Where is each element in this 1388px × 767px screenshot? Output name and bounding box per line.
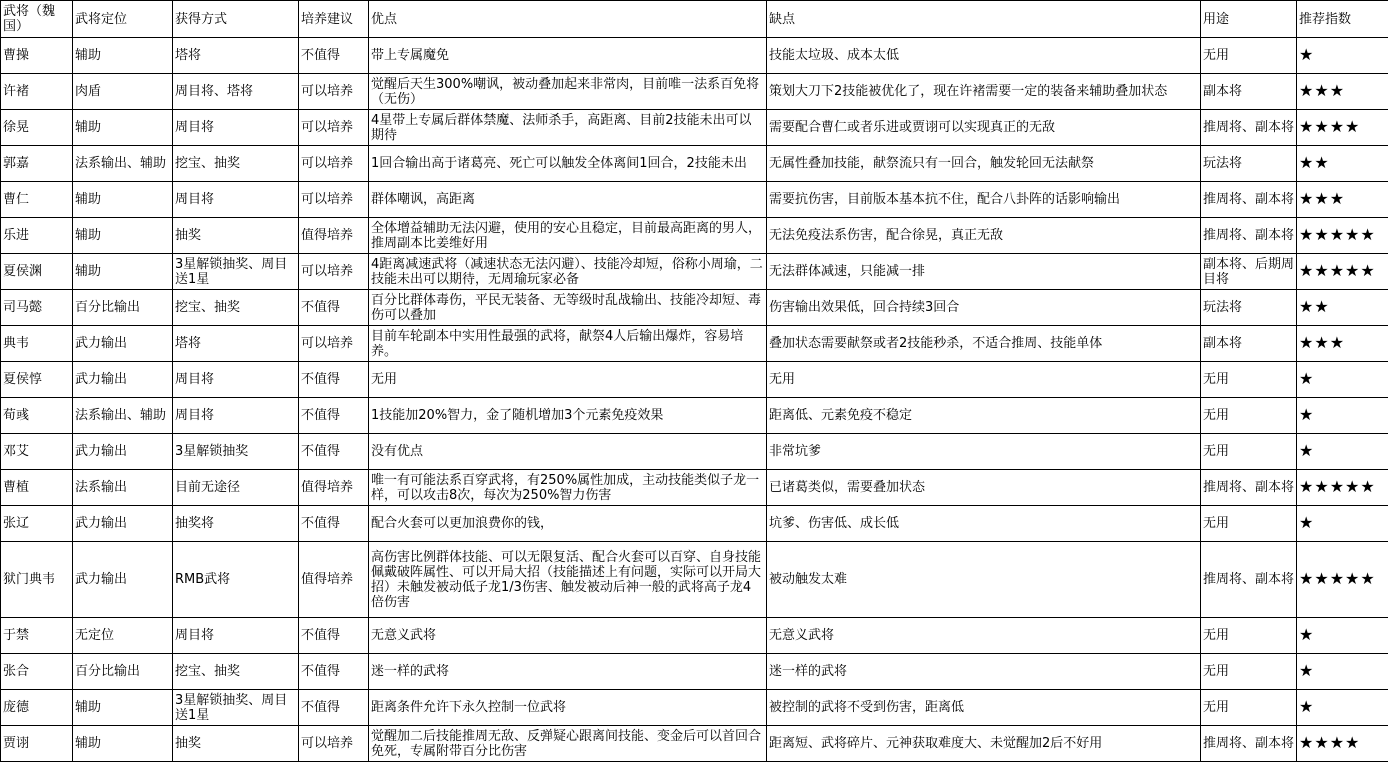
cell-usage: 玩法将 <box>1201 146 1297 182</box>
cell-hero-name: 张辽 <box>1 506 73 542</box>
star-icon: ★ <box>1299 405 1315 424</box>
star-icon: ★ <box>1314 81 1330 100</box>
cell-hero-name: 张合 <box>1 654 73 690</box>
cell-cons: 无法群体减速，只能减一排 <box>767 254 1201 290</box>
cell-advice: 不值得 <box>299 506 369 542</box>
cell-rating <box>1297 726 1388 762</box>
cell-pros: 无意义武将 <box>369 618 767 654</box>
cell-cons: 策划大刀下2技能被优化了，现在许褚需要一定的装备来辅助叠加状态 <box>767 74 1201 110</box>
cell-hero-name: 贾诩 <box>1 726 73 762</box>
header-role: 武将定位 <box>73 1 173 38</box>
cell-advice: 不值得 <box>299 618 369 654</box>
cell-role: 法系输出、辅助 <box>73 146 173 182</box>
cell-usage: 副本将 <box>1201 326 1297 362</box>
star-icon: ★ <box>1329 225 1346 244</box>
table-row <box>1 542 1388 618</box>
star-icon: ★ <box>1299 225 1315 244</box>
star-icon: ★ <box>1329 333 1346 352</box>
cell-rating <box>1297 146 1388 182</box>
cell-advice: 值得培养 <box>299 470 369 506</box>
table-row <box>1 654 1388 690</box>
cell-advice: 可以培养 <box>299 146 369 182</box>
cell-role: 武力输出 <box>73 362 173 398</box>
cell-role: 武力输出 <box>73 326 173 362</box>
header-rating: 推荐指数 <box>1297 1 1388 38</box>
cell-pros: 配合火套可以更加浪费你的钱， <box>369 506 767 542</box>
star-icon: ★ <box>1299 333 1315 352</box>
cell-rating <box>1297 470 1388 506</box>
cell-usage: 推周将、副本将 <box>1201 218 1297 254</box>
cell-cons: 需要抗伤害，目前版本基本抗不住，配合八卦阵的话影响输出 <box>767 182 1201 218</box>
star-icon: ★ <box>1314 261 1330 280</box>
cell-usage: 无用 <box>1201 618 1297 654</box>
cell-hero-name: 邓艾 <box>1 434 73 470</box>
cell-rating <box>1297 182 1388 218</box>
table-row <box>1 74 1388 110</box>
cell-hero-name: 典韦 <box>1 326 73 362</box>
cell-usage: 无用 <box>1201 398 1297 434</box>
cell-source: 抽奖 <box>173 218 299 254</box>
cell-hero-name: 郭嘉 <box>1 146 73 182</box>
star-icon: ★ <box>1360 225 1376 244</box>
cell-source: 周目将 <box>173 398 299 434</box>
star-icon: ★ <box>1345 569 1361 588</box>
cell-usage: 无用 <box>1201 38 1297 74</box>
cell-role: 辅助 <box>73 690 173 726</box>
cell-source: 周目将 <box>173 182 299 218</box>
star-icon: ★ <box>1299 569 1315 588</box>
star-icon: ★ <box>1345 225 1361 244</box>
cell-hero-name: 庞德 <box>1 690 73 726</box>
star-icon: ★ <box>1360 477 1376 496</box>
cell-usage: 无用 <box>1201 362 1297 398</box>
cell-rating <box>1297 254 1388 290</box>
cell-usage: 副本将、后期周目将 <box>1201 254 1297 290</box>
star-icon: ★ <box>1299 697 1315 716</box>
cell-advice: 不值得 <box>299 654 369 690</box>
cell-source: 抽奖将 <box>173 506 299 542</box>
table-row <box>1 182 1388 218</box>
cell-hero-name: 于禁 <box>1 618 73 654</box>
star-icon: ★ <box>1360 261 1376 280</box>
cell-pros: 群体嘲讽，高距离 <box>369 182 767 218</box>
cell-rating <box>1297 542 1388 618</box>
cell-role: 百分比输出 <box>73 290 173 326</box>
cell-cons: 迷一样的武将 <box>767 654 1201 690</box>
cell-rating <box>1297 434 1388 470</box>
cell-cons: 距离短、武将碎片、元神获取难度大、未觉醒加2后不好用 <box>767 726 1201 762</box>
cell-rating <box>1297 110 1388 146</box>
table-row <box>1 618 1388 654</box>
cell-cons: 被动触发太难 <box>767 542 1201 618</box>
cell-pros: 4距离减速武将（减速状态无法闪避）、技能冷却短，俗称小周瑜，二技能未出可以期待，无周瑜玩家必备 <box>369 254 767 290</box>
cell-advice: 可以培养 <box>299 326 369 362</box>
cell-usage: 无用 <box>1201 654 1297 690</box>
star-icon: ★ <box>1299 733 1315 752</box>
star-icon: ★ <box>1314 297 1330 316</box>
star-icon: ★ <box>1345 477 1361 496</box>
cell-rating <box>1297 38 1388 74</box>
cell-role: 辅助 <box>73 218 173 254</box>
header-source: 获得方式 <box>173 1 299 38</box>
cell-source: 挖宝、抽奖 <box>173 146 299 182</box>
cell-advice: 值得培养 <box>299 218 369 254</box>
cell-source: 挖宝、抽奖 <box>173 654 299 690</box>
cell-cons: 非常坑爹 <box>767 434 1201 470</box>
table-row <box>1 362 1388 398</box>
cell-pros: 迷一样的武将 <box>369 654 767 690</box>
cell-advice: 可以培养 <box>299 726 369 762</box>
cell-role: 辅助 <box>73 182 173 218</box>
cell-cons: 无用 <box>767 362 1201 398</box>
cell-pros: 1技能加20%智力，金了随机增加3个元素免疫效果 <box>369 398 767 434</box>
cell-usage: 无用 <box>1201 434 1297 470</box>
star-icon: ★ <box>1329 189 1346 208</box>
cell-pros: 百分比群体毒伤，平民无装备、无等级时乱战输出、技能冷却短、毒伤可以叠加 <box>369 290 767 326</box>
cell-advice: 不值得 <box>299 290 369 326</box>
star-icon: ★ <box>1299 625 1315 644</box>
cell-cons: 无意义武将 <box>767 618 1201 654</box>
cell-hero-name: 夏侯惇 <box>1 362 73 398</box>
table-row <box>1 470 1388 506</box>
cell-rating <box>1297 690 1388 726</box>
cell-pros: 带上专属魔免 <box>369 38 767 74</box>
cell-pros: 4星带上专属后群体禁魔、法师杀手，高距离、目前2技能未出可以期待 <box>369 110 767 146</box>
star-icon: ★ <box>1299 45 1315 64</box>
star-icon: ★ <box>1299 261 1315 280</box>
header-usage: 用途 <box>1201 1 1297 38</box>
star-icon: ★ <box>1299 477 1315 496</box>
cell-role: 法系输出、辅助 <box>73 398 173 434</box>
cell-source: 3星解锁抽奖、周目送1星 <box>173 254 299 290</box>
cell-source: 塔将 <box>173 38 299 74</box>
cell-rating <box>1297 654 1388 690</box>
cell-pros: 觉醒后天生300%嘲讽，被动叠加起来非常肉，目前唯一法系百免将（无伤） <box>369 74 767 110</box>
cell-rating <box>1297 362 1388 398</box>
cell-hero-name: 司马懿 <box>1 290 73 326</box>
cell-usage: 玩法将 <box>1201 290 1297 326</box>
cell-cons: 需要配合曹仁或者乐进或贾诩可以实现真正的无敌 <box>767 110 1201 146</box>
table-row <box>1 146 1388 182</box>
table-row <box>1 690 1388 726</box>
star-icon: ★ <box>1329 569 1346 588</box>
cell-source: 挖宝、抽奖 <box>173 290 299 326</box>
cell-hero-name: 曹操 <box>1 38 73 74</box>
star-icon: ★ <box>1299 661 1315 680</box>
star-icon: ★ <box>1299 117 1315 136</box>
star-icon: ★ <box>1314 225 1330 244</box>
cell-pros: 唯一有可能法系百穿武将，有250%属性加成，主动技能类似子龙一样，可以攻击8次，每次为250%智力伤害 <box>369 470 767 506</box>
star-icon: ★ <box>1299 297 1315 316</box>
cell-advice: 不值得 <box>299 690 369 726</box>
table-row <box>1 218 1388 254</box>
cell-advice: 可以培养 <box>299 74 369 110</box>
cell-source: 塔将 <box>173 326 299 362</box>
table-row <box>1 726 1388 762</box>
star-icon: ★ <box>1345 261 1361 280</box>
cell-role: 辅助 <box>73 110 173 146</box>
cell-pros: 没有优点 <box>369 434 767 470</box>
cell-cons: 技能太垃圾、成本太低 <box>767 38 1201 74</box>
table-row <box>1 110 1388 146</box>
cell-advice: 可以培养 <box>299 182 369 218</box>
cell-source: 目前无途径 <box>173 470 299 506</box>
cell-hero-name: 荀彧 <box>1 398 73 434</box>
cell-role: 武力输出 <box>73 506 173 542</box>
cell-usage: 推周将、副本将 <box>1201 110 1297 146</box>
table-row <box>1 398 1388 434</box>
star-icon: ★ <box>1329 81 1346 100</box>
header-hero: 武将（魏国） <box>1 1 73 38</box>
cell-hero-name: 曹植 <box>1 470 73 506</box>
cell-hero-name: 乐进 <box>1 218 73 254</box>
cell-cons: 无法免疫法系伤害，配合徐晃，真正无敌 <box>767 218 1201 254</box>
table-row <box>1 38 1388 74</box>
header-advice: 培养建议 <box>299 1 369 38</box>
star-icon: ★ <box>1329 477 1346 496</box>
star-icon: ★ <box>1314 153 1330 172</box>
cell-role: 法系输出 <box>73 470 173 506</box>
cell-usage: 无用 <box>1201 506 1297 542</box>
cell-source: 周目将 <box>173 618 299 654</box>
cell-role: 武力输出 <box>73 434 173 470</box>
cell-advice: 可以培养 <box>299 110 369 146</box>
cell-cons: 伤害输出效果低，回合持续3回合 <box>767 290 1201 326</box>
table-row <box>1 326 1388 362</box>
cell-advice: 不值得 <box>299 434 369 470</box>
cell-cons: 已诸葛类似，需要叠加状态 <box>767 470 1201 506</box>
star-icon: ★ <box>1345 117 1361 136</box>
cell-role: 辅助 <box>73 726 173 762</box>
table-row <box>1 290 1388 326</box>
cell-role: 辅助 <box>73 38 173 74</box>
cell-rating <box>1297 290 1388 326</box>
cell-cons: 叠加状态需要献祭或者2技能秒杀，不适合推周、技能单体 <box>767 326 1201 362</box>
star-icon: ★ <box>1360 569 1376 588</box>
cell-pros: 高伤害比例群体技能、可以无限复活、配合火套可以百穿、自身技能佩戴破阵属性、可以开局大招（技能描述上有问题，实际可以开局大招）未触发被动低子龙1/3伤害、触发被动后神一般的武将高子龙4倍伤害 <box>369 542 767 618</box>
cell-role: 辅助 <box>73 254 173 290</box>
cell-rating <box>1297 618 1388 654</box>
cell-hero-name: 狱门典韦 <box>1 542 73 618</box>
cell-usage: 推周将、副本将 <box>1201 470 1297 506</box>
cell-hero-name: 曹仁 <box>1 182 73 218</box>
table-row <box>1 254 1388 290</box>
cell-cons: 距离低、元素免疫不稳定 <box>767 398 1201 434</box>
header-pros: 优点 <box>369 1 767 38</box>
cell-role: 肉盾 <box>73 74 173 110</box>
cell-rating <box>1297 326 1388 362</box>
cell-cons: 坑爹、伤害低、成长低 <box>767 506 1201 542</box>
cell-usage: 副本将 <box>1201 74 1297 110</box>
cell-usage: 推周将、副本将 <box>1201 726 1297 762</box>
star-icon: ★ <box>1314 333 1330 352</box>
star-icon: ★ <box>1314 117 1330 136</box>
star-icon: ★ <box>1329 117 1346 136</box>
cell-usage: 推周将、副本将 <box>1201 542 1297 618</box>
cell-cons: 被控制的武将不受到伤害，距离低 <box>767 690 1201 726</box>
cell-source: RMB武将 <box>173 542 299 618</box>
star-icon: ★ <box>1345 733 1361 752</box>
star-icon: ★ <box>1314 569 1330 588</box>
star-icon: ★ <box>1314 733 1330 752</box>
star-icon: ★ <box>1299 441 1315 460</box>
header-cons: 缺点 <box>767 1 1201 38</box>
cell-cons: 无属性叠加技能，献祭流只有一回合，触发轮回无法献祭 <box>767 146 1201 182</box>
star-icon: ★ <box>1299 81 1315 100</box>
cell-advice: 可以培养 <box>299 254 369 290</box>
cell-source: 3星解锁抽奖、周目送1星 <box>173 690 299 726</box>
table-body <box>1 38 1388 762</box>
cell-source: 抽奖 <box>173 726 299 762</box>
cell-source: 周目将 <box>173 110 299 146</box>
table-row <box>1 506 1388 542</box>
cell-hero-name: 徐晃 <box>1 110 73 146</box>
cell-pros: 1回合输出高于诸葛亮、死亡可以触发全体离间1回合，2技能未出 <box>369 146 767 182</box>
cell-hero-name: 夏侯渊 <box>1 254 73 290</box>
cell-rating <box>1297 74 1388 110</box>
cell-hero-name: 许褚 <box>1 74 73 110</box>
star-icon: ★ <box>1314 189 1330 208</box>
cell-pros: 觉醒加二后技能推周无敌、反弹疑心跟离间技能、变金后可以首回合免死，专属附带百分比伤害 <box>369 726 767 762</box>
cell-pros: 无用 <box>369 362 767 398</box>
cell-pros: 目前车轮副本中实用性最强的武将，献祭4人后输出爆炸，容易培养。 <box>369 326 767 362</box>
cell-rating <box>1297 218 1388 254</box>
cell-advice: 不值得 <box>299 38 369 74</box>
star-icon: ★ <box>1299 153 1315 172</box>
cell-usage: 无用 <box>1201 690 1297 726</box>
star-icon: ★ <box>1299 513 1315 532</box>
star-icon: ★ <box>1329 733 1346 752</box>
cell-advice: 不值得 <box>299 362 369 398</box>
cell-rating <box>1297 398 1388 434</box>
cell-role: 无定位 <box>73 618 173 654</box>
cell-role: 武力输出 <box>73 542 173 618</box>
cell-source: 3星解锁抽奖 <box>173 434 299 470</box>
cell-role: 百分比输出 <box>73 654 173 690</box>
cell-usage: 推周将、副本将 <box>1201 182 1297 218</box>
cell-advice: 值得培养 <box>299 542 369 618</box>
star-icon: ★ <box>1299 369 1315 388</box>
cell-source: 周目将 <box>173 362 299 398</box>
cell-source: 周目将、塔将 <box>173 74 299 110</box>
header-row <box>1 1 1388 38</box>
cell-rating <box>1297 506 1388 542</box>
cell-pros: 距离条件允许下永久控制一位武将 <box>369 690 767 726</box>
star-icon: ★ <box>1299 189 1315 208</box>
cell-advice: 不值得 <box>299 398 369 434</box>
cell-pros: 全体增益辅助无法闪避，使用的安心且稳定，目前最高距离的男人，推周副本比姜维好用 <box>369 218 767 254</box>
star-icon: ★ <box>1314 477 1330 496</box>
table-row <box>1 434 1388 470</box>
star-icon: ★ <box>1329 261 1346 280</box>
